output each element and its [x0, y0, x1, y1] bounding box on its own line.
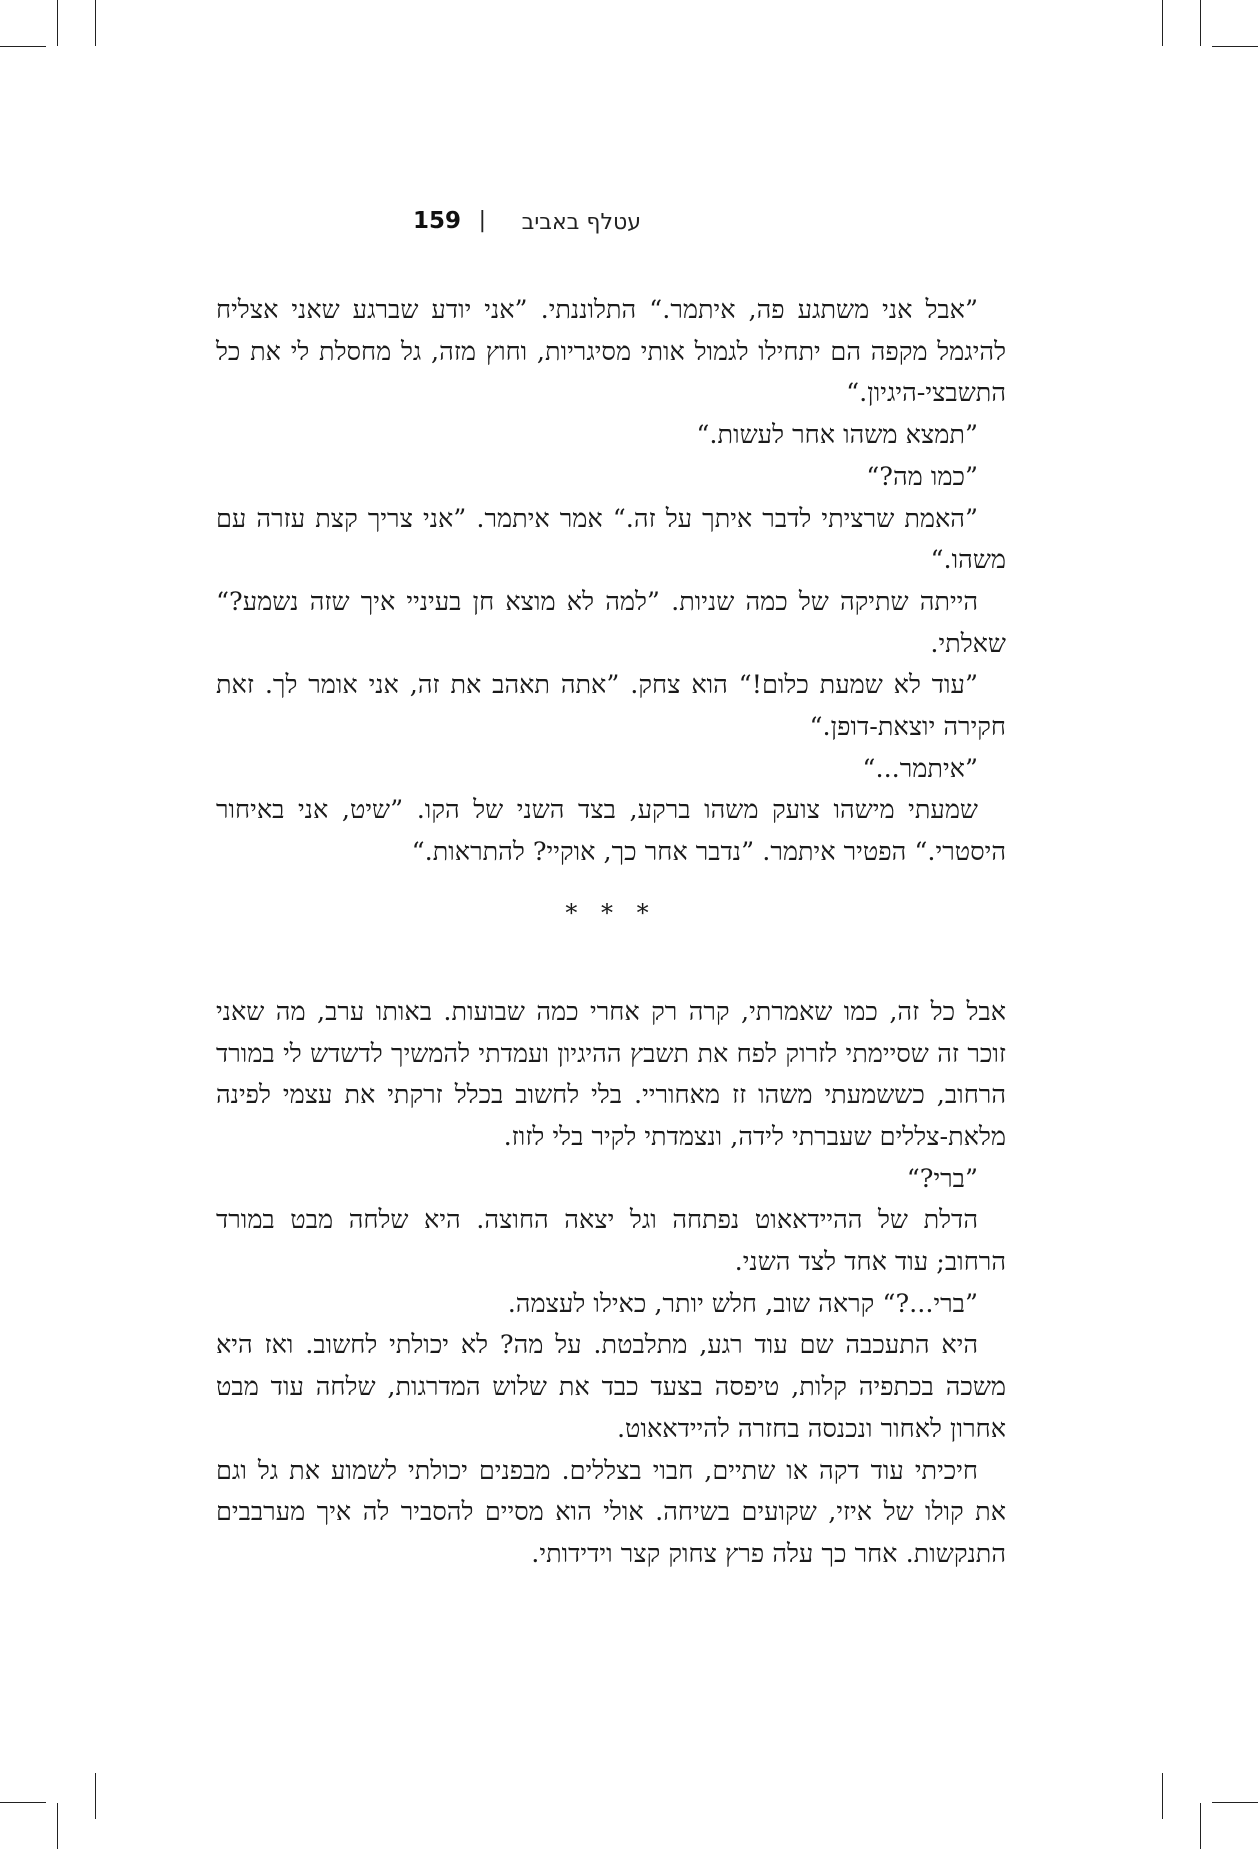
crop-mark-top-right-v: [1200, 0, 1201, 46]
crop-mark-bottom-left-h: [0, 1802, 46, 1803]
paragraph: הדלת של ההיידאאוט נפתחה וגל יצאה החוצה. היא שלחה מבט במורד הרחוב; עוד אחד לצד השני.: [216, 1205, 1006, 1278]
header-separator: |: [478, 208, 486, 233]
crop-mark-bottom-right-h: [1212, 1802, 1258, 1803]
paragraph: שמעתי מישהו צועק משהו ברקע, בצד השני של הקו. ”שיט, אני באיחור היסטרי.“ הפטיר איתמר. ”נדבר אחר כך, אוקיי? להתראות.“: [216, 795, 1006, 868]
crop-mark-bottom-left-v2: [95, 1773, 96, 1819]
book-title: עטלף באביב: [521, 210, 641, 235]
paragraph: ”תמצא משהו אחר לעשות.“: [696, 420, 978, 451]
paragraph: היא התעכבה שם עוד רגע, מתלבטת. על מה? לא יכולתי לחשוב. ואז היא משכה בכתפיה קלות, טיפסה בצעד כבד את שלוש המדרגות, שלחה עוד מבט אחרון לאחור ונכנסה בחזרה להיידאאוט.: [216, 1330, 1006, 1444]
crop-mark-top-left-h: [0, 46, 46, 47]
crop-mark-top-left-v: [57, 0, 58, 46]
paragraph: ”עוד לא שמעת כלום!“ הוא צחק. ”אתה תאהב את זה, אני אומר לך. זאת חקירה יוצאת-דופן.“: [216, 670, 1006, 743]
paragraph: אבל כל זה, כמו שאמרתי, קרה רק אחרי כמה שבועות. באותו ערב, מה שאני זוכר זה שסיימתי לזרוק לפח את תשבץ ההיגיון ועמדתי להמשיך לדשדש לי במורד הרחוב, כששמעתי משהו זז מאחוריי. בלי לחשוב בכלל זרקתי את עצמי לפינה מלאת-צללים שעברתי לידה, ונצמדתי לקיר בלי לזוז.: [216, 996, 1006, 1152]
page-number: 159: [412, 208, 461, 234]
running-header: [216, 206, 1006, 246]
crop-mark-top-left-v2: [95, 0, 96, 46]
page-body: [216, 290, 1006, 1576]
paragraph: ”האמת שרציתי לדבר איתך על זה.“ אמר איתמר. ”אני צריך קצת עזרה עם משהו.“: [216, 503, 1006, 576]
paragraph: ”ברי...?“ קראה שוב, חלש יותר, כאילו לעצמה.: [507, 1288, 978, 1319]
paragraph: הייתה שתיקה של כמה שניות. ”למה לא מוצא חן בעיניי איך שזה נשמע?“ שאלתי.: [216, 586, 1006, 659]
paragraph: ”אבל אני משתגע פה, איתמר.“ התלוננתי. ”אני יודע שברגע שאני אצליח להיגמל מקפה הם יתחילו לגמול אותי מסיגריות, וחוץ מזה, גל מחסלת לי את כל התשבצי-היגיון.“: [216, 295, 1006, 409]
crop-mark-bottom-right-v: [1200, 1803, 1201, 1849]
crop-mark-bottom-left-v: [57, 1803, 58, 1849]
crop-mark-bottom-right-v2: [1162, 1773, 1163, 1819]
paragraph: חיכיתי עוד דקה או שתיים, חבוי בצללים. מבפנים יכולתי לשמוע את גל וגם את קולו של איזי, שקועים בשיחה. אולי הוא מסיים להסביר לה איך מערבבים התנקשות. אחר כך עלה פרץ צחוק קצר וידידותי.: [216, 1455, 1006, 1569]
paragraph: ”איתמר...“: [862, 753, 978, 784]
crop-mark-top-right-v2: [1162, 0, 1163, 46]
paragraph: ”ברי?“: [906, 1163, 978, 1194]
paragraph: ”כמו מה?“: [866, 461, 978, 492]
section-break: * * *: [565, 898, 657, 927]
crop-mark-top-right-h: [1212, 46, 1258, 47]
